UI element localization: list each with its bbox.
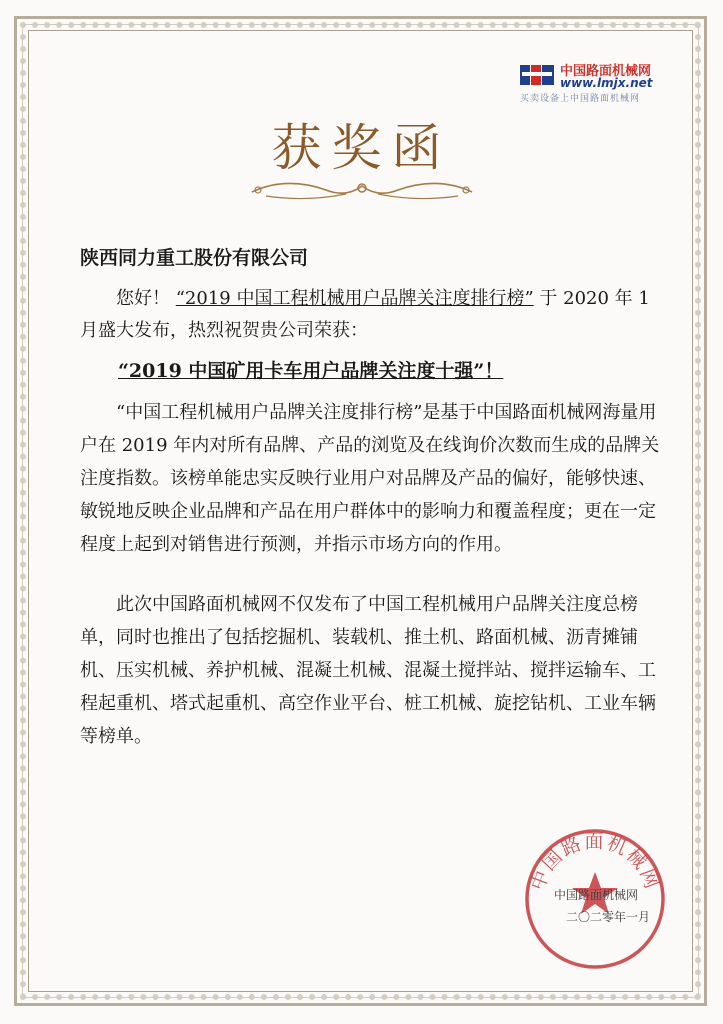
page-title: 获奖函 <box>271 119 452 177</box>
logo-tagline: 买卖设备上中国路面机械网 <box>520 94 641 104</box>
category-list-paragraph: 此次中国路面机械网不仅发布了中国工程机械用户品牌关注度总榜单，同时也推出了包括挖掘机、装载机、推土机、路面机械、沥青摊铺机、压实机械、养护机械、混凝土机械、混凝土搅拌站、搅拌运输车、工程起重机、塔式起重机、高空作业平台、桩工机械、旋挖钻机、工业车辆等榜单。 <box>80 594 656 747</box>
recipient-name: 陕西同力重工股份有限公司 <box>80 247 309 269</box>
announcement-paragraph <box>80 283 662 347</box>
title-ornament-icon <box>246 172 478 206</box>
ranking-description-paragraph: “中国工程机械用户品牌关注度排行榜”是基于中国路面机械网海量用户在 2019 年内对所有品牌、产品的浏览及在线询价次数而生成的品牌关注度指数。该榜单能忠实反映行业用户对品牌及产品的偏好，能够快速、敏锐地反映企业品牌和产品在用户群体中的影响力和覆盖程度；更在一定程度上起到对销售进行预测，并指示市场方向的作用。 <box>80 402 660 555</box>
site-logo <box>520 60 700 110</box>
announcement-rest: 于 2020 年 1 月盛大发布，热烈祝贺贵公司荣获： <box>80 288 650 341</box>
issue-date: 二〇二零年一月 <box>566 910 651 924</box>
logo-url: www.lmjx.net <box>560 76 653 90</box>
logo-name: 中国路面机械网 <box>560 64 652 79</box>
award-title: “2019 中国矿用卡车用户品牌关注度十强”！ <box>118 360 504 382</box>
logo-mark-icon <box>520 62 556 88</box>
greeting: 您好！ <box>116 288 170 309</box>
ranking-name: “2019 中国工程机械用户品牌关注度排行榜” <box>175 288 534 309</box>
seal-ring-text: 中国路面机械网 <box>526 830 664 894</box>
seal-issuer: 中国路面机械网 <box>554 888 639 902</box>
